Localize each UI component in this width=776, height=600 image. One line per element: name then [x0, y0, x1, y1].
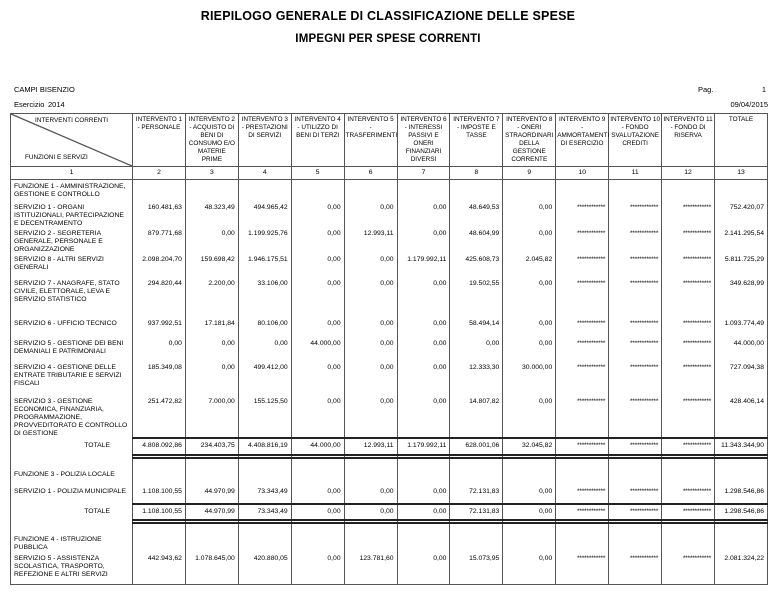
column-header-row	[11, 114, 768, 167]
spese-table	[10, 113, 768, 585]
cell-value	[503, 533, 556, 553]
cell-value	[556, 523, 609, 533]
entity-name: CAMPI BISENZIO	[14, 85, 75, 94]
table-row-servizio	[11, 228, 768, 254]
page-number-label: Pag.	[698, 85, 714, 94]
cell-value: ************	[609, 228, 662, 254]
cell-value: 1.078.645,00	[185, 553, 238, 585]
cell-value: 159.698,42	[185, 254, 238, 278]
cell-value: 44.970,99	[185, 486, 238, 504]
row-label	[11, 523, 133, 533]
cell-value: 48.604,99	[450, 228, 503, 254]
cell-value: 0,00	[503, 338, 556, 362]
cell-value: 2.081.324,22	[714, 553, 767, 585]
cell-value: 0,00	[344, 338, 397, 362]
cell-value	[185, 523, 238, 533]
cell-value: 727.094,38	[714, 362, 767, 396]
column-header: INTERVENTO 5 - TRASFERIMENTI	[344, 114, 397, 167]
cell-value: ************	[662, 202, 715, 228]
cell-value: ************	[556, 228, 609, 254]
cell-value	[714, 523, 767, 533]
row-label: SERVIZIO 3 - GESTIONE ECONOMICA, FINANZIARIA, PROGRAMMAZIONE, PROVVEDITORATO E CONTROLLO DI GESTIONE	[11, 396, 133, 438]
cell-value: ************	[609, 438, 662, 455]
cell-value	[503, 180, 556, 202]
cell-value: 72.131,83	[450, 486, 503, 504]
cell-value	[662, 468, 715, 486]
cell-value: 234.403,75	[185, 438, 238, 455]
cell-value	[238, 458, 291, 468]
cell-value: 30.000,00	[503, 362, 556, 396]
table-row-servizio	[11, 396, 768, 438]
cell-value	[344, 458, 397, 468]
cell-value	[503, 468, 556, 486]
cell-value: 0,00	[397, 362, 450, 396]
cell-value: 628.001,06	[450, 438, 503, 455]
cell-value: 0,00	[291, 202, 344, 228]
cell-value: 32.045,82	[503, 438, 556, 455]
column-header: INTERVENTO 9 - AMMORTAMENTI DI ESERCIZIO	[556, 114, 609, 167]
cell-value	[397, 180, 450, 202]
cell-value: ************	[662, 318, 715, 338]
column-number: 9	[503, 167, 556, 180]
cell-value	[714, 458, 767, 468]
cell-value	[344, 180, 397, 202]
column-number: 7	[397, 167, 450, 180]
cell-value: 0,00	[397, 486, 450, 504]
cell-value	[291, 180, 344, 202]
cell-value	[556, 533, 609, 553]
row-label: SERVIZIO 5 - GESTIONE DEI BENI DEMANIALI E PATRIMONIALI	[11, 338, 133, 362]
cell-value: 0,00	[344, 318, 397, 338]
row-label: TOTALE	[11, 438, 133, 455]
cell-value: ************	[556, 553, 609, 585]
cell-value	[344, 468, 397, 486]
cell-value: 0,00	[185, 228, 238, 254]
cell-value	[714, 468, 767, 486]
cell-value: 0,00	[397, 318, 450, 338]
cell-value: ************	[662, 486, 715, 504]
cell-value: ************	[556, 438, 609, 455]
cell-value: ************	[609, 318, 662, 338]
cell-value: 420.880,05	[238, 553, 291, 585]
cell-value: ************	[662, 396, 715, 438]
table-row-totale	[11, 438, 768, 455]
column-number: 11	[609, 167, 662, 180]
table-row-section-gap	[11, 523, 768, 533]
row-label	[11, 458, 133, 468]
cell-value: 0,00	[397, 553, 450, 585]
cell-value: 0,00	[397, 338, 450, 362]
cell-value: 0,00	[133, 338, 186, 362]
table-row-servizio	[11, 254, 768, 278]
table-row-section-gap	[11, 458, 768, 468]
cell-value	[133, 180, 186, 202]
cell-value: 185.349,08	[133, 362, 186, 396]
cell-value: ************	[609, 504, 662, 520]
cell-value	[662, 533, 715, 553]
cell-value	[450, 468, 503, 486]
cell-value	[238, 523, 291, 533]
cell-value: 0,00	[291, 228, 344, 254]
cell-value: 19.502,55	[450, 278, 503, 318]
cell-value	[291, 458, 344, 468]
cell-value	[609, 523, 662, 533]
cell-value: 44.000,00	[291, 338, 344, 362]
cell-value: 442.943,62	[133, 553, 186, 585]
cell-value	[714, 180, 767, 202]
cell-value	[397, 468, 450, 486]
cell-value: ************	[662, 278, 715, 318]
cell-value: 44.000,00	[291, 438, 344, 455]
cell-value	[344, 523, 397, 533]
cell-value: 0,00	[291, 362, 344, 396]
row-label: SERVIZIO 7 - ANAGRAFE, STATO CIVILE, ELETTORALE, LEVA E SERVIZIO STATISTICO	[11, 278, 133, 318]
table-row-totale	[11, 504, 768, 520]
cell-value	[397, 533, 450, 553]
column-header: INTERVENTO 7 - IMPOSTE E TASSE	[450, 114, 503, 167]
cell-value: ************	[609, 486, 662, 504]
cell-value: 72.131,83	[450, 504, 503, 520]
cell-value	[185, 458, 238, 468]
cell-value: ************	[662, 254, 715, 278]
column-number: 10	[556, 167, 609, 180]
cell-value: 0,00	[291, 486, 344, 504]
cell-value	[503, 458, 556, 468]
cell-value: 0,00	[185, 338, 238, 362]
cell-value: 44.000,00	[714, 338, 767, 362]
table-body	[11, 180, 768, 585]
corner-bottom-label: FUNZIONI E SERVIZI	[25, 154, 88, 161]
cell-value	[133, 468, 186, 486]
cell-value	[662, 180, 715, 202]
cell-value: ************	[556, 396, 609, 438]
cell-value: 15.073,95	[450, 553, 503, 585]
column-number-row	[11, 167, 768, 180]
cell-value: 73.343,49	[238, 504, 291, 520]
cell-value	[609, 458, 662, 468]
cell-value: 12.333,30	[450, 362, 503, 396]
row-label: FUNZIONE 3 - POLIZIA LOCALE	[11, 468, 133, 486]
cell-value: ************	[662, 438, 715, 455]
report-date: 09/04/2015	[730, 100, 768, 109]
cell-value: 0,00	[185, 362, 238, 396]
cell-value: 12.993,11	[344, 438, 397, 455]
cell-value: ************	[609, 254, 662, 278]
cell-value	[238, 533, 291, 553]
table-row-servizio	[11, 486, 768, 504]
column-number: 5	[291, 167, 344, 180]
cell-value: 937.992,51	[133, 318, 186, 338]
cell-value: 123.781,60	[344, 553, 397, 585]
cell-value: 1.093.774,49	[714, 318, 767, 338]
cell-value: 33.106,00	[238, 278, 291, 318]
row-label: TOTALE	[11, 504, 133, 520]
cell-value	[662, 523, 715, 533]
column-number: 8	[450, 167, 503, 180]
cell-value	[238, 180, 291, 202]
cell-value: 0,00	[344, 504, 397, 520]
cell-value: ************	[662, 338, 715, 362]
row-label: SERVIZIO 4 - GESTIONE DELLE ENTRATE TRIBUTARIE E SERVIZI FISCALI	[11, 362, 133, 396]
cell-value: 160.481,63	[133, 202, 186, 228]
cell-value	[450, 533, 503, 553]
cell-value: 1.179.992,11	[397, 438, 450, 455]
table-row-funzione	[11, 533, 768, 553]
cell-value: 0,00	[291, 396, 344, 438]
row-label: FUNZIONE 4 - ISTRUZIONE PUBBLICA	[11, 533, 133, 553]
cell-value: 5.811.725,29	[714, 254, 767, 278]
cell-value: 251.472,82	[133, 396, 186, 438]
cell-value	[185, 468, 238, 486]
cell-value: 48.323,49	[185, 202, 238, 228]
cell-value: 80.106,00	[238, 318, 291, 338]
corner-cell	[11, 114, 133, 167]
cell-value	[344, 533, 397, 553]
cell-value: 0,00	[344, 254, 397, 278]
cell-value: 494.965,42	[238, 202, 291, 228]
cell-value	[714, 533, 767, 553]
cell-value	[450, 458, 503, 468]
cell-value: 0,00	[397, 396, 450, 438]
cell-value: 1.108.100,55	[133, 504, 186, 520]
row-label: SERVIZIO 6 - UFFICIO TECNICO	[11, 318, 133, 338]
cell-value: 1.199.925,76	[238, 228, 291, 254]
cell-value: ************	[556, 278, 609, 318]
cell-value	[185, 180, 238, 202]
cell-value	[238, 468, 291, 486]
column-header: INTERVENTO 3 - PRESTAZIONI DI SERVIZI	[238, 114, 291, 167]
cell-value	[291, 533, 344, 553]
cell-value: 0,00	[503, 278, 556, 318]
cell-value: 4.808.092,86	[133, 438, 186, 455]
cell-value	[185, 533, 238, 553]
cell-value: 1.298.546,86	[714, 504, 767, 520]
cell-value	[133, 458, 186, 468]
table-row-funzione	[11, 180, 768, 202]
column-header: INTERVENTO 10 - FONDO SVALUTAZIONE CREDITI	[609, 114, 662, 167]
cell-value: 0,00	[503, 553, 556, 585]
table-row-servizio	[11, 338, 768, 362]
table-row-servizio	[11, 362, 768, 396]
cell-value: 0,00	[503, 228, 556, 254]
cell-value	[397, 523, 450, 533]
cell-value: 2.045,82	[503, 254, 556, 278]
cell-value: ************	[662, 228, 715, 254]
cell-value: ************	[609, 396, 662, 438]
page-subtitle: IMPEGNI PER SPESE CORRENTI	[295, 33, 481, 45]
cell-value: ************	[662, 504, 715, 520]
cell-value: 155.125,50	[238, 396, 291, 438]
column-number: 13	[714, 167, 767, 180]
cell-value: 2.141.295,54	[714, 228, 767, 254]
cell-value: 48.649,53	[450, 202, 503, 228]
page-number: 1	[761, 85, 766, 94]
cell-value: 4.408.816,19	[238, 438, 291, 455]
column-number: 4	[238, 167, 291, 180]
cell-value: 879.771,68	[133, 228, 186, 254]
cell-value: 0,00	[397, 202, 450, 228]
cell-value: ************	[609, 338, 662, 362]
cell-value	[450, 180, 503, 202]
cell-value: 44.970,99	[185, 504, 238, 520]
cell-value	[133, 533, 186, 553]
cell-value: ************	[556, 202, 609, 228]
cell-value	[609, 180, 662, 202]
table-row-servizio	[11, 553, 768, 585]
column-number: 12	[662, 167, 715, 180]
cell-value: 428.406,14	[714, 396, 767, 438]
cell-value	[503, 523, 556, 533]
cell-value: 0,00	[344, 202, 397, 228]
cell-value: 0,00	[503, 486, 556, 504]
cell-value: ************	[609, 362, 662, 396]
esercizio-label: Esercizio	[14, 100, 45, 109]
cell-value: 17.181,84	[185, 318, 238, 338]
cell-value	[291, 468, 344, 486]
cell-value: 0,00	[397, 228, 450, 254]
cell-value: 0,00	[503, 318, 556, 338]
cell-value: ************	[556, 362, 609, 396]
cell-value	[609, 533, 662, 553]
cell-value: 0,00	[344, 486, 397, 504]
column-header: INTERVENTO 4 - UTILIZZO DI BENI DI TERZI	[291, 114, 344, 167]
cell-value: 0,00	[503, 202, 556, 228]
row-label: SERVIZIO 5 - ASSISTENZA SCOLASTICA, TRASPORTO, REFEZIONE E ALTRI SERVIZI	[11, 553, 133, 585]
esercizio-value: 2014	[48, 100, 65, 109]
table-row-servizio	[11, 318, 768, 338]
cell-value: 0,00	[291, 278, 344, 318]
column-header: TOTALE	[714, 114, 767, 167]
cell-value: 0,00	[503, 504, 556, 520]
cell-value	[291, 523, 344, 533]
cell-value: ************	[556, 486, 609, 504]
cell-value: 0,00	[450, 338, 503, 362]
cell-value: 0,00	[238, 338, 291, 362]
column-number: 6	[344, 167, 397, 180]
row-label: SERVIZIO 1 - POLIZIA MUNICIPALE	[11, 486, 133, 504]
row-label: FUNZIONE 1 - AMMINISTRAZIONE, GESTIONE E CONTROLLO	[11, 180, 133, 202]
table-row-funzione	[11, 468, 768, 486]
cell-value	[556, 180, 609, 202]
row-label: SERVIZIO 8 - ALTRI SERVIZI GENERALI	[11, 254, 133, 278]
cell-value: 0,00	[397, 278, 450, 318]
cell-value: ************	[556, 254, 609, 278]
cell-value: 349.628,99	[714, 278, 767, 318]
cell-value: 2.098.204,70	[133, 254, 186, 278]
cell-value: 14.807,82	[450, 396, 503, 438]
column-header: INTERVENTO 11 - FONDO DI RISERVA	[662, 114, 715, 167]
cell-value	[662, 458, 715, 468]
cell-value: 58.494,14	[450, 318, 503, 338]
cell-value	[556, 468, 609, 486]
page-title: RIEPILOGO GENERALE DI CLASSIFICAZIONE DELLE SPESE	[200, 9, 576, 23]
cell-value: 12.993,11	[344, 228, 397, 254]
cell-value: 0,00	[291, 504, 344, 520]
table-row-servizio	[11, 278, 768, 318]
cell-value: 73.343,49	[238, 486, 291, 504]
cell-value: ************	[556, 338, 609, 362]
cell-value: 0,00	[344, 362, 397, 396]
cell-value	[133, 523, 186, 533]
column-header: INTERVENTO 1 - PERSONALE	[133, 114, 186, 167]
cell-value	[397, 458, 450, 468]
cell-value: ************	[556, 504, 609, 520]
table-row-servizio	[11, 202, 768, 228]
cell-value: 1.298.546,86	[714, 486, 767, 504]
cell-value: ************	[662, 362, 715, 396]
column-number: 3	[185, 167, 238, 180]
row-label: SERVIZIO 2 - SEGRETERIA GENERALE, PERSONALE E ORGANIZZAZIONE	[11, 228, 133, 254]
row-label: SERVIZIO 1 - ORGANI ISTITUZIONALI, PARTECIPAZIONE E DECENTRAMENTO	[11, 202, 133, 228]
cell-value: ************	[609, 202, 662, 228]
column-header: INTERVENTO 6 - INTERESSI PASSIVI E ONERI FINANZIARI DIVERSI	[397, 114, 450, 167]
cell-value: 752.420,07	[714, 202, 767, 228]
cell-value: 11.343.344,90	[714, 438, 767, 455]
cell-value: 2.200,00	[185, 278, 238, 318]
cell-value: 0,00	[344, 278, 397, 318]
corner-top-label: INTERVENTI CORRENTI	[34, 117, 109, 124]
cell-value: ************	[609, 278, 662, 318]
cell-value: 0,00	[344, 396, 397, 438]
cell-value: 425.608,73	[450, 254, 503, 278]
cell-value	[450, 523, 503, 533]
cell-value: ************	[556, 318, 609, 338]
cell-value: ************	[609, 553, 662, 585]
cell-value: 7.000,00	[185, 396, 238, 438]
cell-value	[609, 468, 662, 486]
column-number: 2	[133, 167, 186, 180]
cell-value: 0,00	[291, 553, 344, 585]
cell-value	[556, 458, 609, 468]
column-header: INTERVENTO 8 - ONERI STRAORDINARI DELLA GESTIONE CORRENTE	[503, 114, 556, 167]
cell-value: 294.820,44	[133, 278, 186, 318]
cell-value: 1.108.100,55	[133, 486, 186, 504]
cell-value: 1.946.175,51	[238, 254, 291, 278]
cell-value: 499.412,00	[238, 362, 291, 396]
cell-value: 0,00	[291, 254, 344, 278]
column-number: 1	[11, 167, 133, 180]
cell-value: 0,00	[503, 396, 556, 438]
cell-value: 0,00	[397, 504, 450, 520]
cell-value: 1.179.992,11	[397, 254, 450, 278]
cell-value: 0,00	[291, 318, 344, 338]
cell-value: ************	[662, 553, 715, 585]
column-header: INTERVENTO 2 - ACQUISTO DI BENI DI CONSUMO E/O MATERIE PRIME	[185, 114, 238, 167]
